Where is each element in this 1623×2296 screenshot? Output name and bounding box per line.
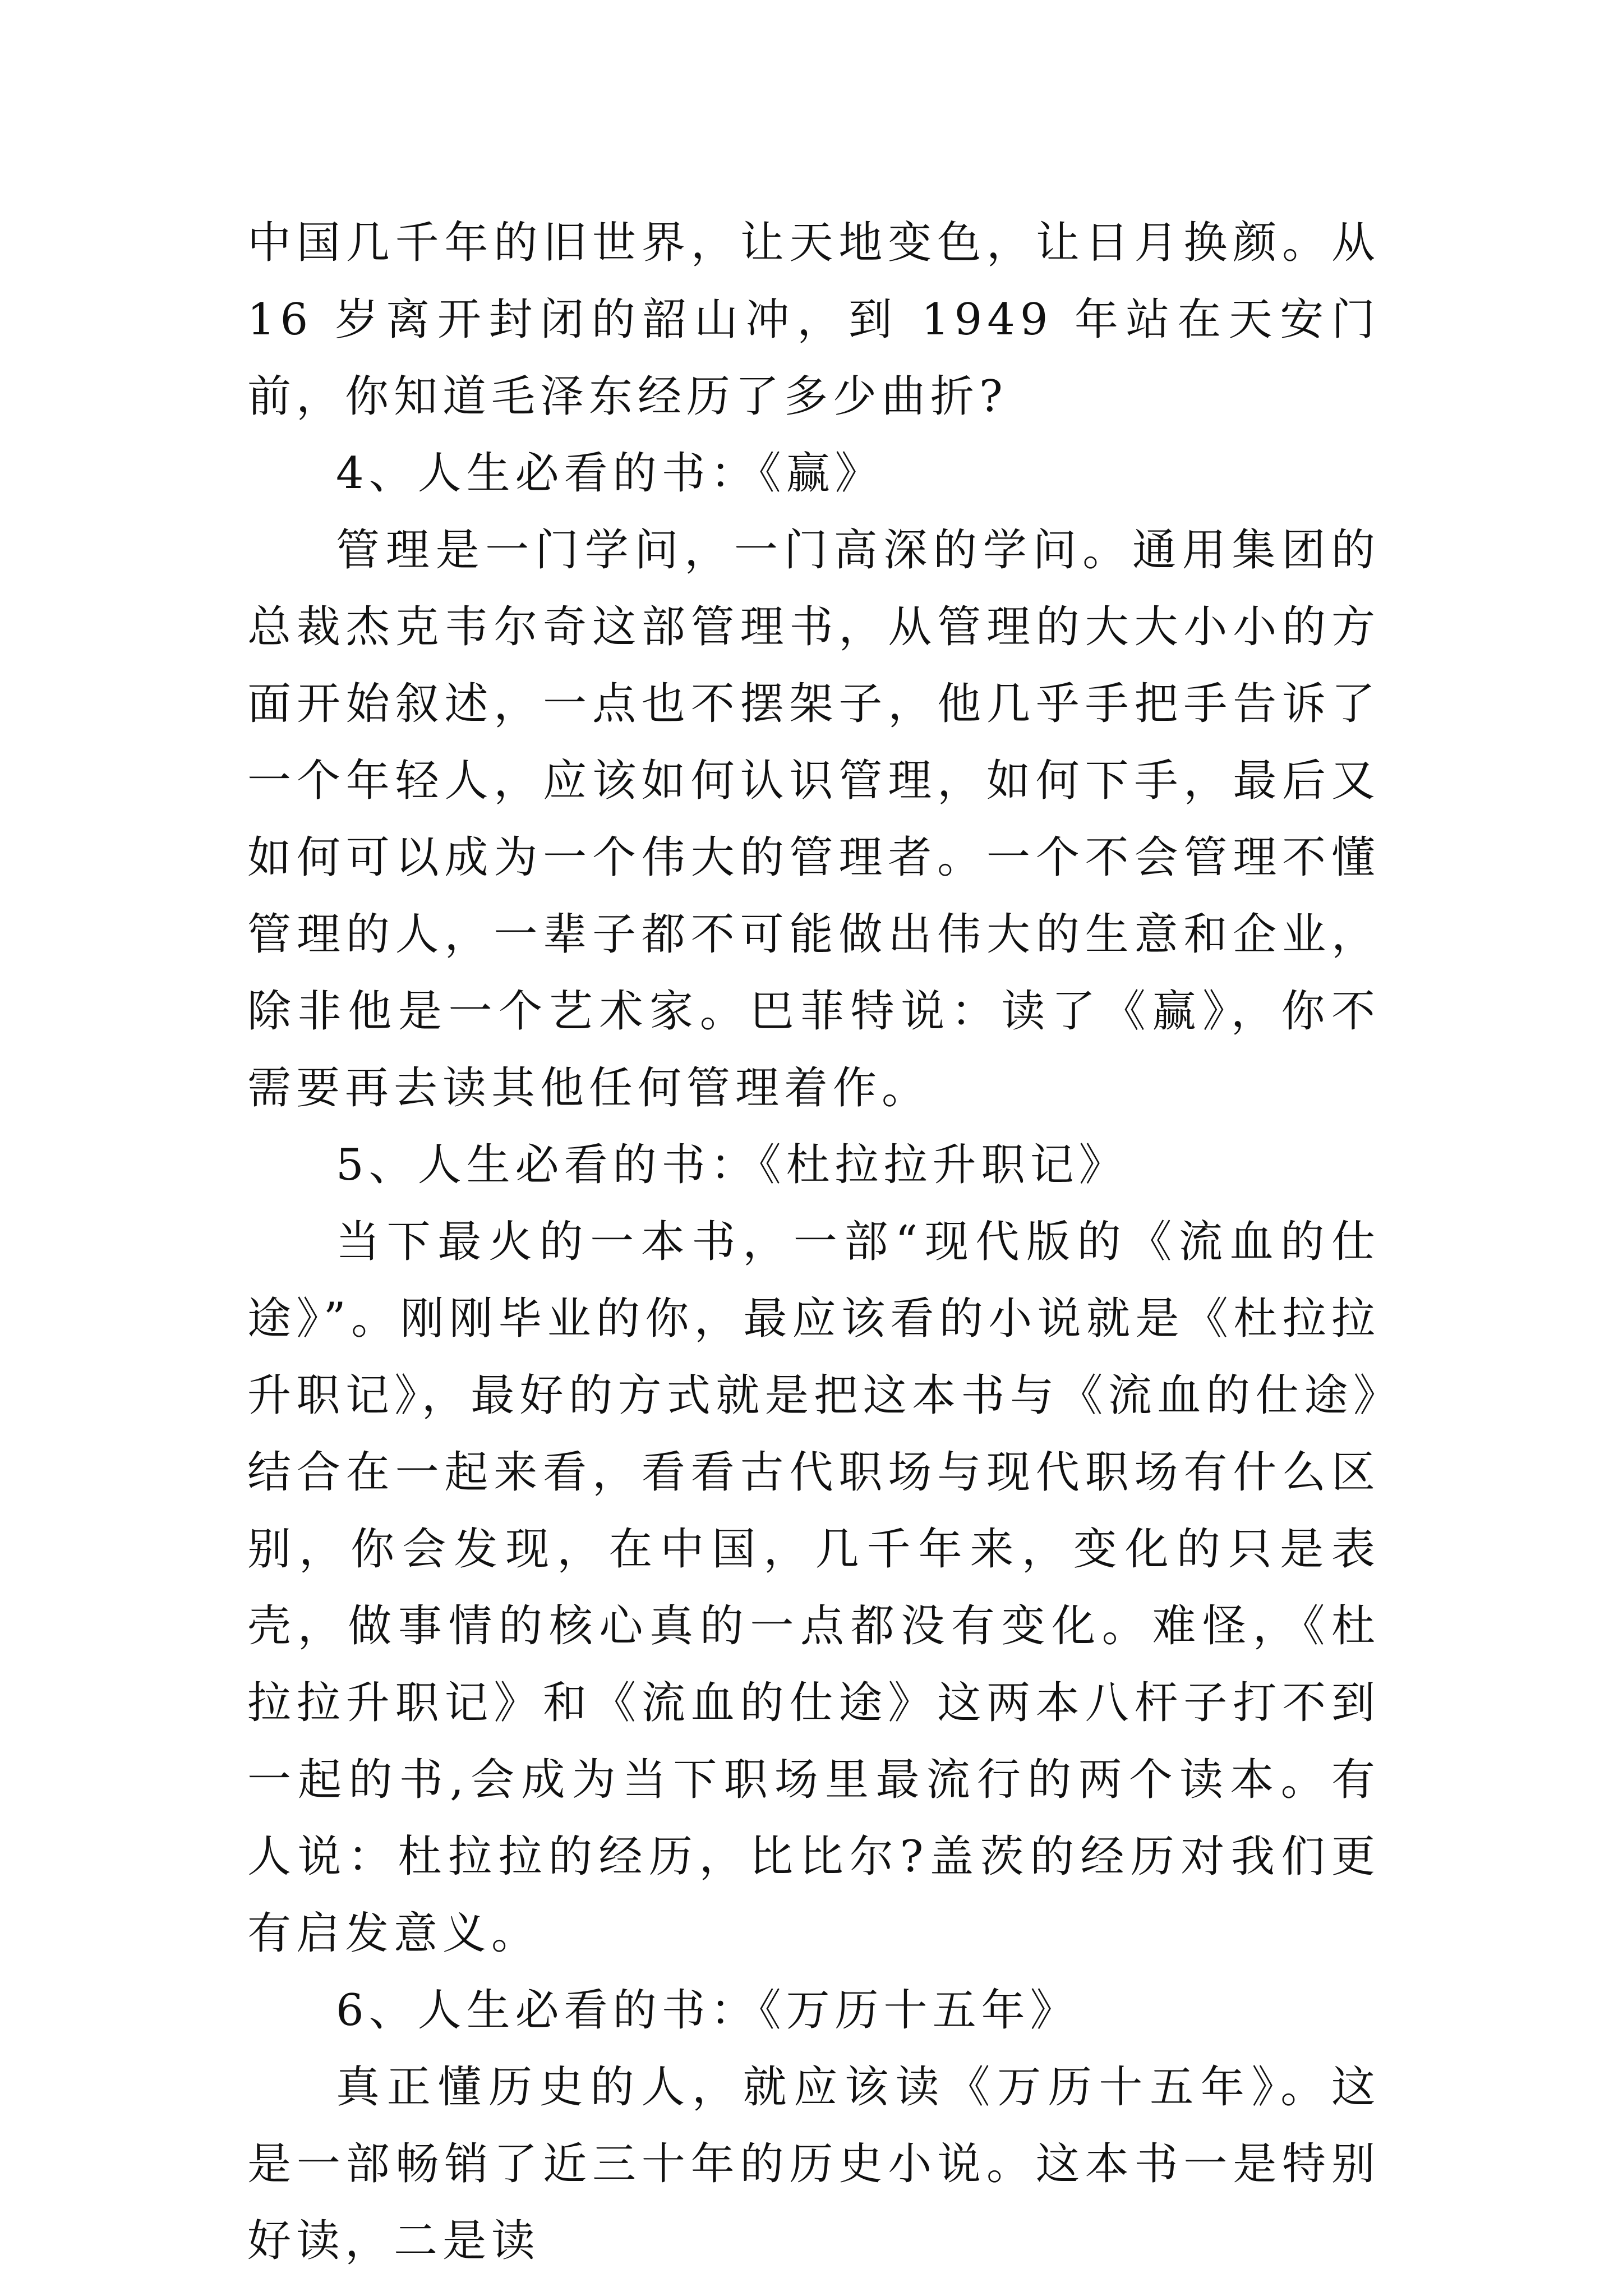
paragraph-book-5: 当下最火的一本书，一部“现代版的《流血的仕途》”。刚刚毕业的你，最应该看的小说就是《杜拉拉升职记》，最好的方式就是把这本书与《流血的仕途》结合在一起来看，看看古代职场与现代职场有什么区别，你会发现，在中国，几千年来，变化的只是表壳，做事情的核心真的一点都没有变化。难怪，《杜拉拉升职记》和《流血的仕途》这两本八杆子打不到一起的书,会成为当下职场里最流行的两个读本。有人说：杜拉拉的经历，比比尔?盖茨的经历对我们更有启发意义。 (247, 1217, 1380, 1959)
paragraph-book-4: 管理是一门学问，一门高深的学问。通用集团的总裁杰克韦尔奇这部管理书，从管理的大大小小的方面开始叙述，一点也不摆架子，他几乎手把手告诉了一个年轻人，应该如何认识管理，如何下手，最后又如何可以成为一个伟大的管理者。一个不会管理不懂管理的人，一辈子都不可能做出伟大的生意和企业，除非他是一个艺术家。巴菲特说：读了《赢》，你不需要再去读其他任何管理着作。 (247, 525, 1380, 1114)
paragraph-mao-continuation: 中国几千年的旧世界，让天地变色，让日月换颜。从 16 岁离开封闭的韶山冲，到 1949 年站在天安门前，你知道毛泽东经历了多少曲折? (247, 218, 1380, 422)
heading-book-5: 5、人生必看的书：《杜拉拉升职记》 (336, 1140, 1128, 1190)
document-body (247, 205, 1380, 2280)
paragraph-book-6: 真正懂历史的人，就应该读《万历十五年》。这是一部畅销了近三十年的历史小说。这本书一是特别好读，二是读 (247, 2062, 1380, 2266)
heading-book-4: 4、人生必看的书：《赢》 (336, 448, 884, 499)
heading-book-6: 6、人生必看的书：《万历十五年》 (336, 1985, 1079, 2036)
